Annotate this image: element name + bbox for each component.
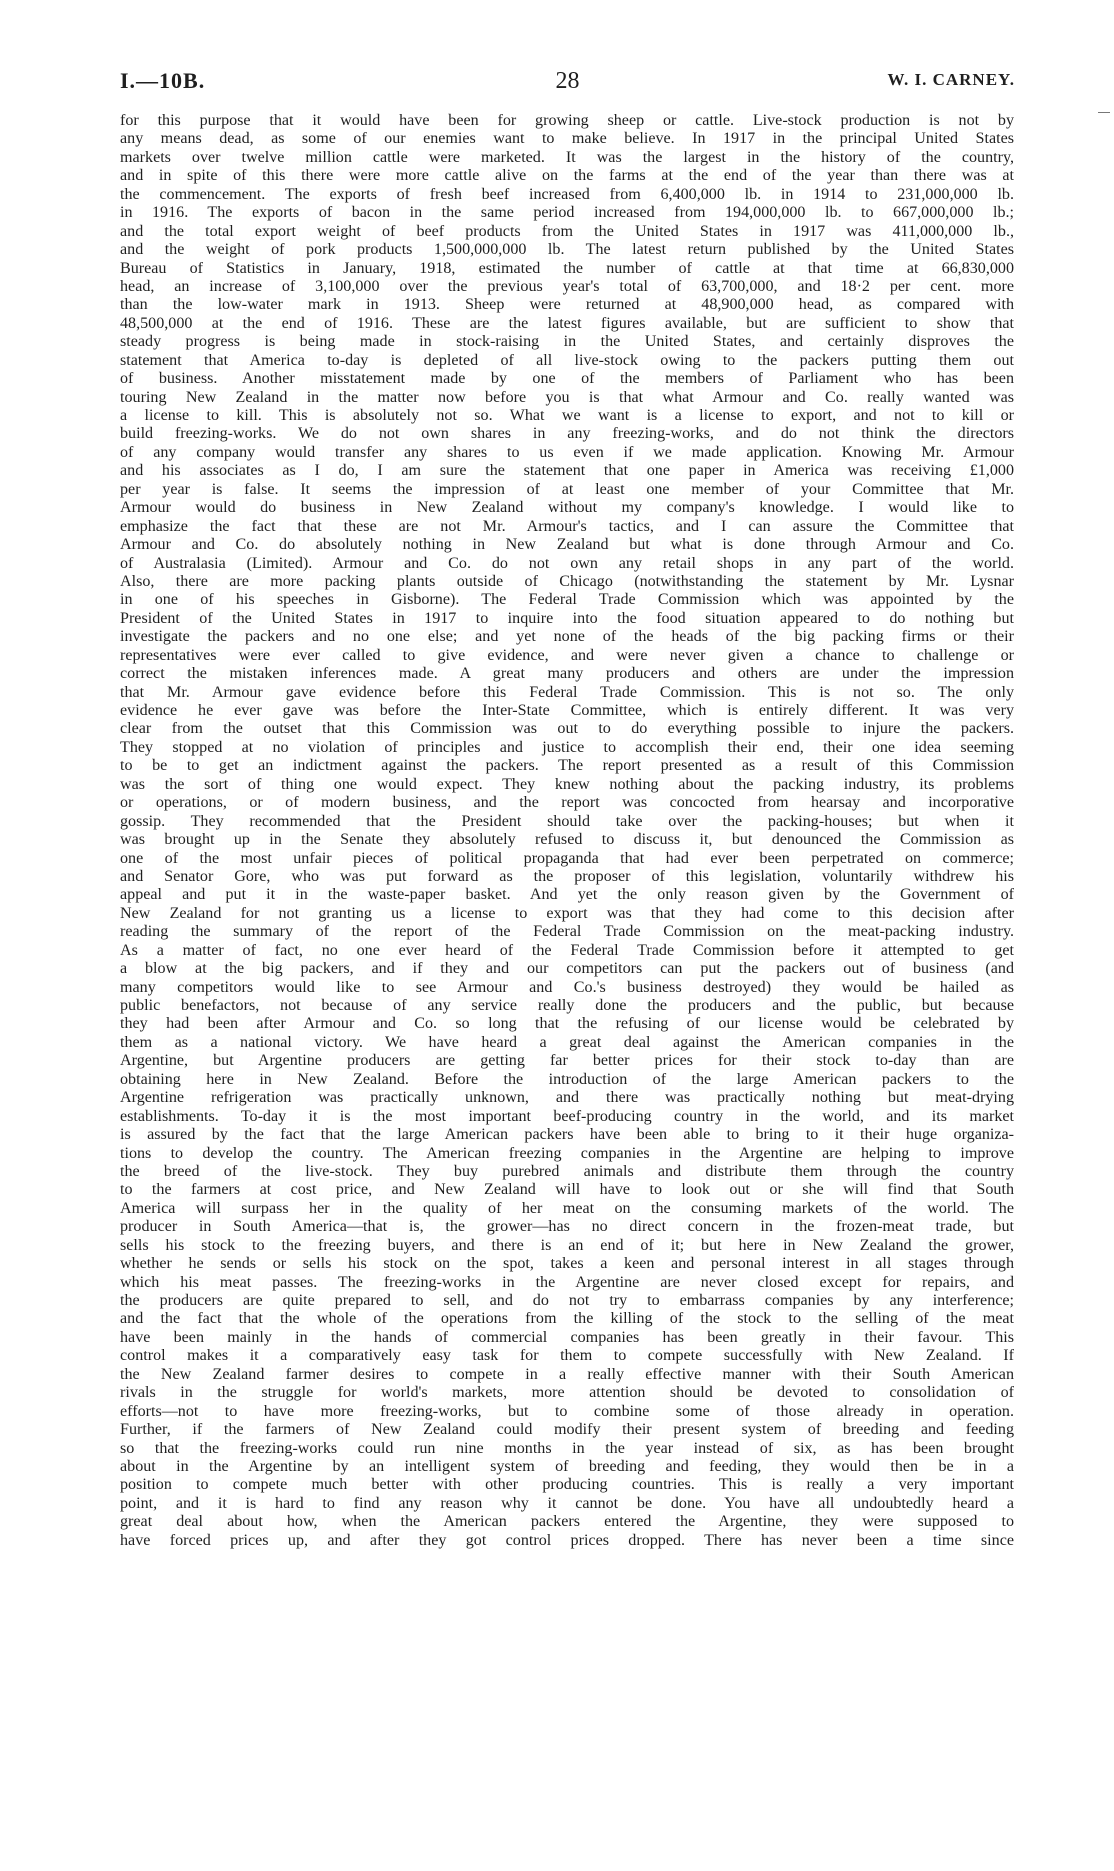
text-line: representatives were ever called to give evidence, and were never given a chance to challenge or — [120, 646, 1014, 664]
text-line: of Australasia (Limited). Armour and Co. do not own any retail shops in any part of the world. — [120, 554, 1014, 572]
text-line: sells his stock to the freezing buyers, and there is an end of it; but here in New Zealand the grower, — [120, 1236, 1014, 1254]
text-line: or operations, or of modern business, and the report was concocted from hearsay and incorporative — [120, 794, 1014, 812]
text-line: than the low-water mark in 1913. Sheep were returned at 48,900,000 head, as compared with — [120, 296, 1014, 314]
text-line: and the weight of pork products 1,500,000,000 lb. The latest return published by the United States — [120, 241, 1014, 259]
text-line: a blow at the big packers, and if they and our competitors can put the packers out of business (and — [120, 960, 1014, 978]
text-line: was brought up in the Senate they absolutely refused to discuss it, but denounced the Commission as — [120, 831, 1014, 849]
text-line: them as a national victory. We have heard a great deal against the American companies in the — [120, 1033, 1014, 1051]
text-line: which his meat passes. The freezing-works in the Argentine are never closed except for repairs, and — [120, 1273, 1014, 1291]
text-line: statement that America to-day is depleted of all live-stock owing to the packers putting them out — [120, 351, 1014, 369]
text-line: so that the freezing-works could run nine months in the year instead of six, as has been brought — [120, 1439, 1014, 1457]
text-line: Also, there are more packing plants outside of Chicago (notwithstanding the statement by Mr. Lysnar — [120, 572, 1014, 590]
text-line: establishments. To-day it is the most important beef-producing country in the world, and its market — [120, 1107, 1014, 1125]
text-line: investigate the packers and no one else; and yet none of the heads of the big packing firms or their — [120, 628, 1014, 646]
text-line: to be to get an indictment against the packers. The report presented as a result of this Commission — [120, 757, 1014, 775]
text-line: As a matter of fact, no one ever heard of the Federal Trade Commission before it attempted to get — [120, 941, 1014, 959]
text-line: they had been after Armour and Co. so long that the refusing of our license would be celebrated by — [120, 1015, 1014, 1033]
text-line: and Senator Gore, who was put forward as the proposer of this legislation, voluntarily withdrew his — [120, 867, 1014, 885]
text-line: and the total export weight of beef products from the United States in 1917 was 411,000,000 lb., — [120, 222, 1014, 240]
text-line: Argentine, but Argentine producers are getting far better prices for their stock to-day than are — [120, 1052, 1014, 1070]
witness-name: W. I. CARNEY. — [887, 70, 1015, 89]
text-line: steady progress is being made in stock-raising in the United States, and certainly disproves the — [120, 333, 1014, 351]
text-line: about in the Argentine by an intelligent system of breeding and feeding, they would then be in a — [120, 1457, 1014, 1475]
text-line: was the sort of thing one would expect. They knew nothing about the packing industry, its problems — [120, 775, 1014, 793]
text-line: a license to kill. This is absolutely not so. What we want is a license to export, and not to kill or — [120, 407, 1014, 424]
text-line: many competitors would like to see Armour and Co.'s business destroyed) they would be hailed as — [120, 978, 1014, 996]
text-line: have forced prices up, and after they got control prices dropped. There has never been a time since — [120, 1531, 1014, 1549]
text-line: rivals in the struggle for world's markets, more attention should be devoted to consolidation of — [120, 1384, 1014, 1402]
margin-rule — [1098, 112, 1110, 113]
text-line: the New Zealand farmer desires to compete in a really effective manner with their South American — [120, 1365, 1014, 1383]
text-line: tions to develop the country. The American freezing companies in the Argentine are helping to improve — [120, 1144, 1014, 1162]
text-line: Armour and Co. do absolutely nothing in New Zealand but what is done through Armour and Co. — [120, 536, 1014, 554]
text-line: touring New Zealand in the matter now before you is that what Armour and Co. really wanted was — [120, 388, 1014, 406]
body-paragraph — [120, 112, 1014, 1550]
text-line: head, an increase of 3,100,000 over the previous year's total of 63,700,000, and 18·2 per cent. more — [120, 277, 1014, 295]
text-line: reading the summary of the report of the Federal Trade Commission on the meat-packing industry. — [120, 923, 1014, 941]
text-line: Armour would do business in New Zealand without my company's knowledge. I would like to — [120, 499, 1014, 517]
text-line: Bureau of Statistics in January, 1918, estimated the number of cattle at that time at 66,830,000 — [120, 259, 1014, 277]
text-line: producer in South America—that is, the grower—has no direct concern in the frozen-meat trade, but — [120, 1218, 1014, 1236]
text-line: of business. Another misstatement made by one of the members of Parliament who has been — [120, 370, 1014, 388]
text-line: evidence he ever gave was before the Inter-State Committee, which is entirely different. It was very — [120, 702, 1014, 719]
text-line: the commencement. The exports of fresh beef increased from 6,400,000 lb. in 1914 to 231,000,000 lb. — [120, 185, 1014, 203]
text-line: and the fact that the whole of the operations from the killing of the stock to the selling of the meat — [120, 1310, 1014, 1328]
text-line: whether he sends or sells his stock on the spot, takes a keen and personal interest in all stages through — [120, 1255, 1014, 1273]
text-line: of any company would transfer any shares to us even if we made application. Knowing Mr. Armour — [120, 443, 1014, 461]
text-line: President of the United States in 1917 to inquire into the food situation appeared to do nothing but — [120, 609, 1014, 627]
text-line: in 1916. The exports of bacon in the same period increased from 194,000,000 lb. to 667,000,000 lb.; — [120, 204, 1014, 222]
text-line: is assured by the fact that the large American packers have been able to bring to it their huge organiza- — [120, 1126, 1014, 1144]
document-reference: I.—10B. — [120, 68, 206, 93]
text-line: correct the mistaken inferences made. A great many producers and others are under the impression — [120, 665, 1014, 683]
text-line: 48,500,000 at the end of 1916. These are the latest figures available, but are sufficient to show that — [120, 314, 1014, 332]
text-line: to the farmers at cost price, and New Zealand will have to look out or she will find that South — [120, 1181, 1014, 1199]
text-line: control makes it a comparatively easy task for them to compete successfully with New Zealand. If — [120, 1347, 1014, 1365]
text-line: obtaining here in New Zealand. Before the introduction of the large American packers to the — [120, 1070, 1014, 1088]
text-line: the producers are quite prepared to sell, and do not try to embarrass companies by any interference; — [120, 1292, 1014, 1309]
text-line: that Mr. Armour gave evidence before this Federal Trade Commission. This is not so. The only — [120, 683, 1014, 701]
text-line: in one of his speeches in Gisborne). The Federal Trade Commission which was appointed by the — [120, 591, 1014, 609]
text-line: New Zealand for not granting us a license to export was that they had come to this decision after — [120, 904, 1014, 922]
text-line: efforts—not to have more freezing-works, but to combine some of those already in operation. — [120, 1402, 1014, 1420]
text-line: Further, if the farmers of New Zealand could modify their present system of breeding and feeding — [120, 1421, 1014, 1439]
text-line: emphasize the fact that these are not Mr. Armour's tactics, and I can assure the Committee that — [120, 517, 1014, 535]
text-line: build freezing-works. We do not own shares in any freezing-works, and do not think the directors — [120, 425, 1014, 443]
text-line: America will surpass her in the quality of her meat on the consuming markets of the world. The — [120, 1199, 1014, 1217]
page-header — [120, 68, 1015, 100]
text-line: Argentine refrigeration was practically unknown, and there was practically nothing but meat-drying — [120, 1089, 1014, 1107]
text-line: appeal and put it in the waste-paper basket. And yet the only reason given by the Government of — [120, 886, 1014, 904]
text-line: any means dead, as some of our enemies want to make believe. In 1917 in the principal United States — [120, 130, 1014, 148]
text-line: position to compete much better with other producing countries. This is really a very important — [120, 1476, 1014, 1494]
text-line: for this purpose that it would have been for growing sheep or cattle. Live-stock production is not by — [120, 112, 1014, 129]
text-line: and in spite of this there were more cattle alive on the farms at the end of the year than there was at — [120, 167, 1014, 185]
text-line: clear from the outset that this Commission was out to do everything possible to injure the packers. — [120, 720, 1014, 738]
text-line: point, and it is hard to find any reason why it cannot be done. You have all undoubtedly heard a — [120, 1494, 1014, 1512]
text-line: have been mainly in the hands of commercial companies has been greatly in their favour. This — [120, 1328, 1014, 1346]
text-line: great deal about how, when the American packers entered the Argentine, they were supposed to — [120, 1513, 1014, 1531]
page-number: 28 — [555, 68, 580, 94]
text-line: markets over twelve million cattle were marketed. It was the largest in the history of the country, — [120, 148, 1014, 166]
text-line: public benefactors, not because of any service really done the producers and the public, but because — [120, 997, 1014, 1014]
text-line: the breed of the live-stock. They buy purebred animals and distribute them through the country — [120, 1162, 1014, 1180]
text-line: one of the most unfair pieces of political propaganda that had ever been perpetrated on commerce; — [120, 849, 1014, 867]
text-line: per year is false. It seems the impression of at least one member of your Committee that Mr. — [120, 480, 1014, 498]
text-line: and his associates as I do, I am sure the statement that one paper in America was receiving £1,000 — [120, 462, 1014, 480]
text-line: They stopped at no violation of principles and justice to accomplish their end, their one idea seeming — [120, 738, 1014, 756]
text-line: gossip. They recommended that the President should take over the packing-houses; but when it — [120, 812, 1014, 830]
